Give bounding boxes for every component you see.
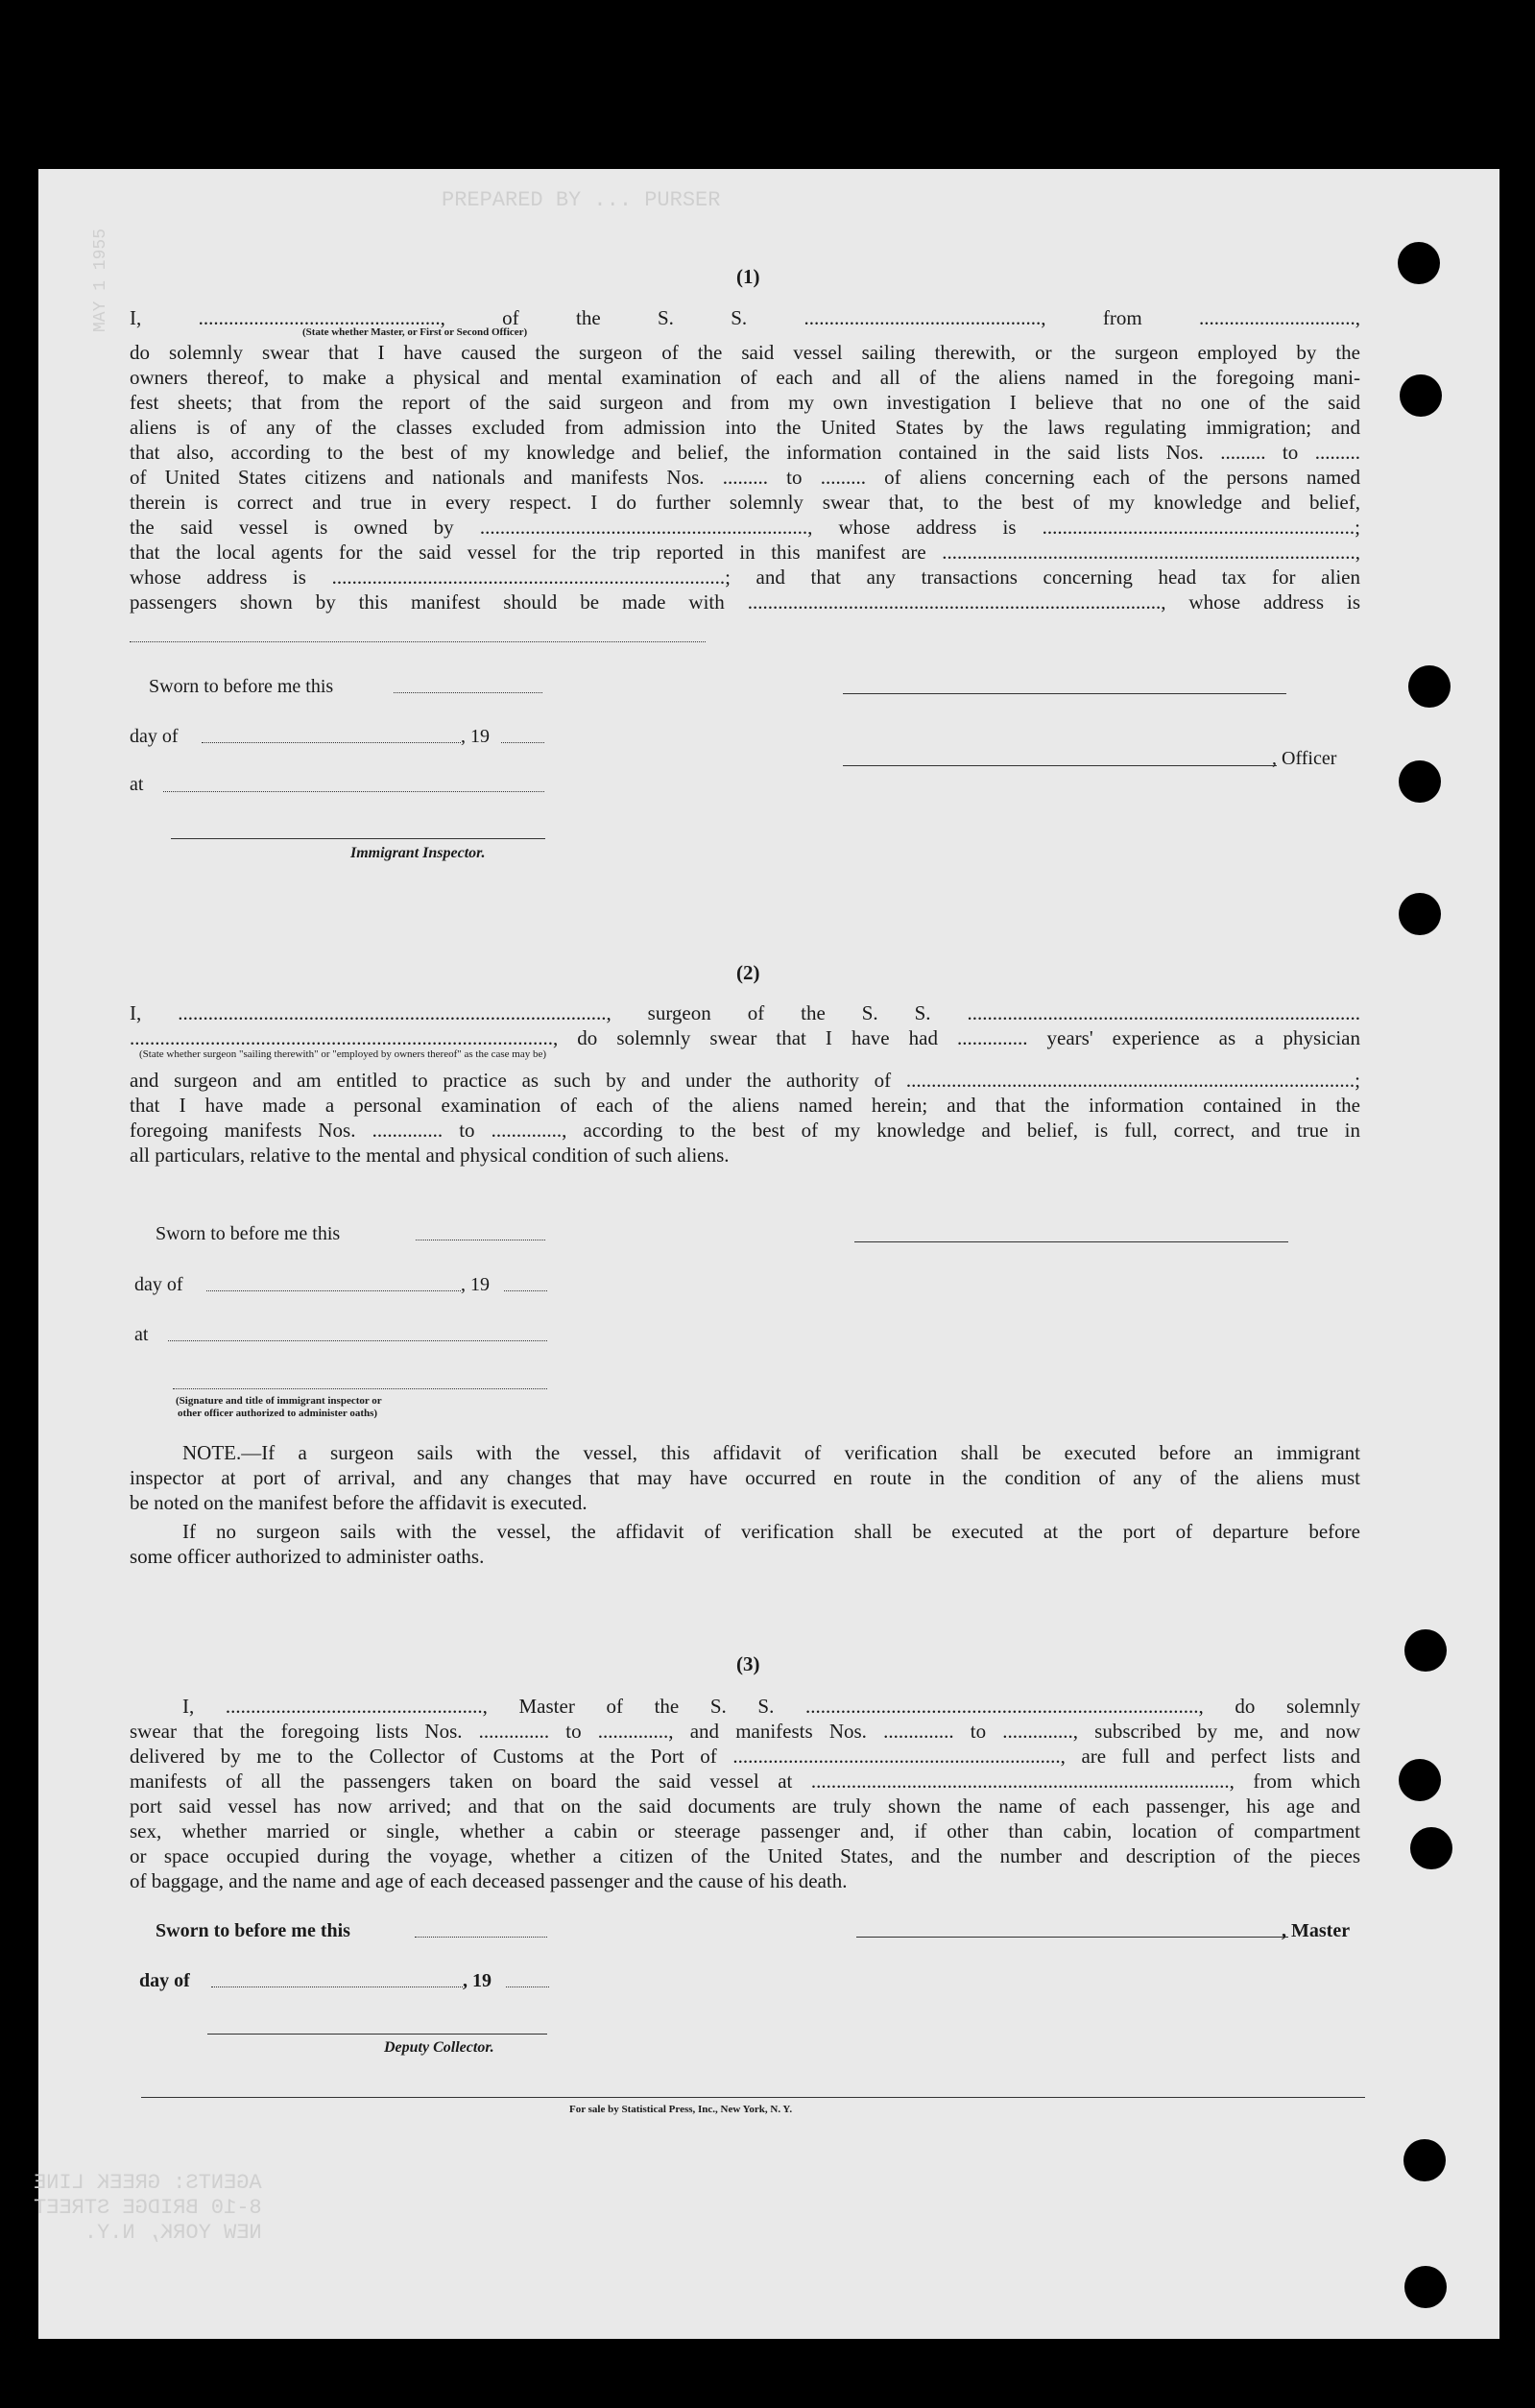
section-2-number: (2) <box>736 961 760 984</box>
punch-hole <box>1404 1629 1447 1672</box>
s2-surgeon-note: (State whether surgeon "sailing therewith" or "employed by owners thereof" as the case may be) <box>139 1048 547 1060</box>
punch-hole <box>1398 242 1440 284</box>
note-line: be noted on the manifest before the affidavit is executed. <box>130 1491 588 1514</box>
section-1-number: (1) <box>736 265 760 288</box>
s3-year-label: , 19 <box>463 1970 492 1991</box>
s2-at-line <box>168 1340 547 1341</box>
s3-master-signature-line <box>856 1937 1288 1938</box>
section-1-body <box>130 305 1360 614</box>
s1-line: the said vessel is owned by ................................................................., whose address is ..............................................................; <box>130 516 1360 539</box>
s1-line: that the local agents for the said vessel for the trip reported in this manifest are .................................................................................., <box>130 541 1360 564</box>
s1-line: do solemnly swear that I have caused the surgeon of the said vessel sailing therewith, or the surgeon employed by the <box>130 341 1360 364</box>
punch-hole <box>1399 893 1441 935</box>
s3-line: I, ..................................................., Master of the S. S. .............................................................................., do solemnly <box>182 1695 1360 1718</box>
date-stamp: MAY 1 1955 <box>91 228 110 332</box>
punch-hole <box>1408 665 1451 708</box>
footer-rule <box>141 2097 1365 2098</box>
s1-day-label: day of <box>130 726 179 747</box>
s2-line: foregoing manifests Nos. .............. to .............., according to the best of my knowledge and belief, is full, correct, and true in <box>130 1119 1360 1142</box>
header-stamp: PREPARED BY ... PURSER <box>442 188 721 212</box>
s1-inspector-line <box>171 838 545 839</box>
s3-collector-line <box>207 2034 547 2035</box>
s1-signature-line-1 <box>843 693 1286 694</box>
s3-day-label: day of <box>139 1970 190 1991</box>
s1-sworn-line <box>394 692 542 693</box>
s1-line: passengers shown by this manifest should be made with .................................................................................., whose address is <box>130 590 1360 614</box>
agents-line: AGENTS: GREEK LINE <box>34 2171 262 2195</box>
s2-year-label: , 19 <box>461 1274 490 1295</box>
s1-line: of United States citizens and nationals and manifests Nos. ......... to ......... of aliens concerning each of the persons named <box>130 466 1360 489</box>
s2-sworn-label: Sworn to before me this <box>156 1223 341 1244</box>
s3-line: manifests of all the passengers taken on board the said vessel at ..................................................................................., from which <box>130 1770 1360 1793</box>
s2-surgeon-signature-line <box>854 1241 1288 1242</box>
s2-day-line <box>206 1290 461 1291</box>
s2-line: and surgeon and am entitled to practice as such by and under the authority of .........................................................................................; <box>130 1069 1360 1092</box>
s2-signature-note-1: (Signature and title of immigrant inspector or <box>176 1395 382 1407</box>
s1-signature-line-2 <box>843 765 1277 766</box>
s3-line: sex, whether married or single, whether a cabin or steerage passenger and, if other than cabin, location of compartment <box>130 1819 1360 1842</box>
address-continuation-line <box>130 641 706 642</box>
s2-signature-line <box>173 1388 547 1389</box>
punch-hole <box>1404 2266 1447 2308</box>
note-line: inspector at port of arrival, and any changes that may have occurred en route in the condition of any of the aliens must <box>130 1466 1360 1489</box>
s2-signature-note-2: other officer authorized to administer oaths) <box>178 1408 378 1419</box>
punch-hole <box>1410 1827 1452 1869</box>
s3-sworn-line <box>415 1937 547 1938</box>
section-2-body <box>130 1000 1360 1168</box>
s1-officer-label: , Officer <box>1272 748 1337 769</box>
s2-line: all particulars, relative to the mental and physical condition of such aliens. <box>130 1144 730 1167</box>
s1-line: I, ................................................, of the S. S. ..............................................., from ..............................., <box>130 306 1360 329</box>
s1-year-line <box>501 742 544 743</box>
s1-line: therein is correct and true in every respect. I do further solemnly swear that, to the best of my knowledge and belief, <box>130 491 1360 514</box>
s1-inspector-label: Immigrant Inspector. <box>350 845 486 861</box>
s3-line: swear that the foregoing lists Nos. .............. to .............., and manifests Nos. .............. to .............., subscribed by me, and now <box>130 1720 1360 1743</box>
s1-line: owners thereof, to make a physical and mental examination of each and all of the aliens named in the foregoing mani- <box>130 366 1360 389</box>
s1-sworn-label: Sworn to before me this <box>149 676 334 697</box>
section-3-body <box>130 1694 1360 1893</box>
s1-line: that also, according to the best of my knowledge and belief, the information contained in the said lists Nos. ......... to ......... <box>130 441 1360 464</box>
agents-line: NEW YORK, N.Y. <box>84 2221 262 2245</box>
s1-line: fest sheets; that from the report of the said surgeon and from my own investigation I believe that no one of the said <box>130 391 1360 414</box>
punch-hole <box>1403 2139 1446 2181</box>
s2-at-label: at <box>134 1324 149 1345</box>
s3-sworn-label: Sworn to before me this <box>156 1920 350 1941</box>
s1-line: whose address is ..............................................................................; and that any transactions concerning head tax for alien <box>130 566 1360 589</box>
note-line: If no surgeon sails with the vessel, the affidavit of verification shall be executed at the port of departure before <box>182 1520 1360 1543</box>
punch-hole <box>1400 374 1442 417</box>
s3-line: or space occupied during the voyage, whether a citizen of the United States, and the number and description of the pieces <box>130 1844 1360 1867</box>
s2-line: that I have made a personal examination of each of the aliens named herein; and that the information contained in the <box>130 1094 1360 1117</box>
section-3-number: (3) <box>736 1652 760 1675</box>
note-line: NOTE.—If a surgeon sails with the vessel, this affidavit of verification shall be executed before an immigrant <box>182 1441 1360 1464</box>
agents-stamp <box>34 2171 262 2246</box>
agents-line: 8-10 BRIDGE STREET <box>34 2196 262 2220</box>
s2-line-1: I, ....................................................................................., surgeon of the S. S. .............................................................................. <box>130 1001 1360 1024</box>
s3-line: delivered by me to the Collector of Customs at the Port of ................................................................., are full and perfect lists and <box>130 1745 1360 1768</box>
punch-hole <box>1399 1759 1441 1801</box>
s3-collector-label: Deputy Collector. <box>384 2039 494 2056</box>
s1-at-line <box>163 791 544 792</box>
s2-line-2: ...................................................................................., do solemnly swear that I have had .............. years' experience as a physician <box>130 1026 1360 1049</box>
s1-officer-note: (State whether Master, or First or Second Officer) <box>302 326 528 338</box>
s3-master-label: , Master <box>1282 1920 1351 1941</box>
s3-line: of baggage, and the name and age of each deceased passenger and the cause of his death. <box>130 1869 848 1892</box>
s1-line: aliens is of any of the classes excluded from admission into the United States by the laws regulating immigration; and <box>130 416 1360 439</box>
s1-at-label: at <box>130 774 144 795</box>
s2-day-label: day of <box>134 1274 183 1295</box>
s2-year-line <box>504 1290 547 1291</box>
note-line: some officer authorized to administer oaths. <box>130 1545 485 1568</box>
s3-line: port said vessel has now arrived; and that on the said documents are truly shown the name of each passenger, his age and <box>130 1794 1360 1818</box>
punch-hole <box>1399 760 1441 803</box>
s2-note <box>130 1440 1360 1569</box>
footer-publisher: For sale by Statistical Press, Inc., New York, N. Y. <box>569 2104 793 2115</box>
s1-year-label: , 19 <box>461 726 490 747</box>
manifest-page <box>34 169 1499 2339</box>
s1-day-line <box>202 742 461 743</box>
